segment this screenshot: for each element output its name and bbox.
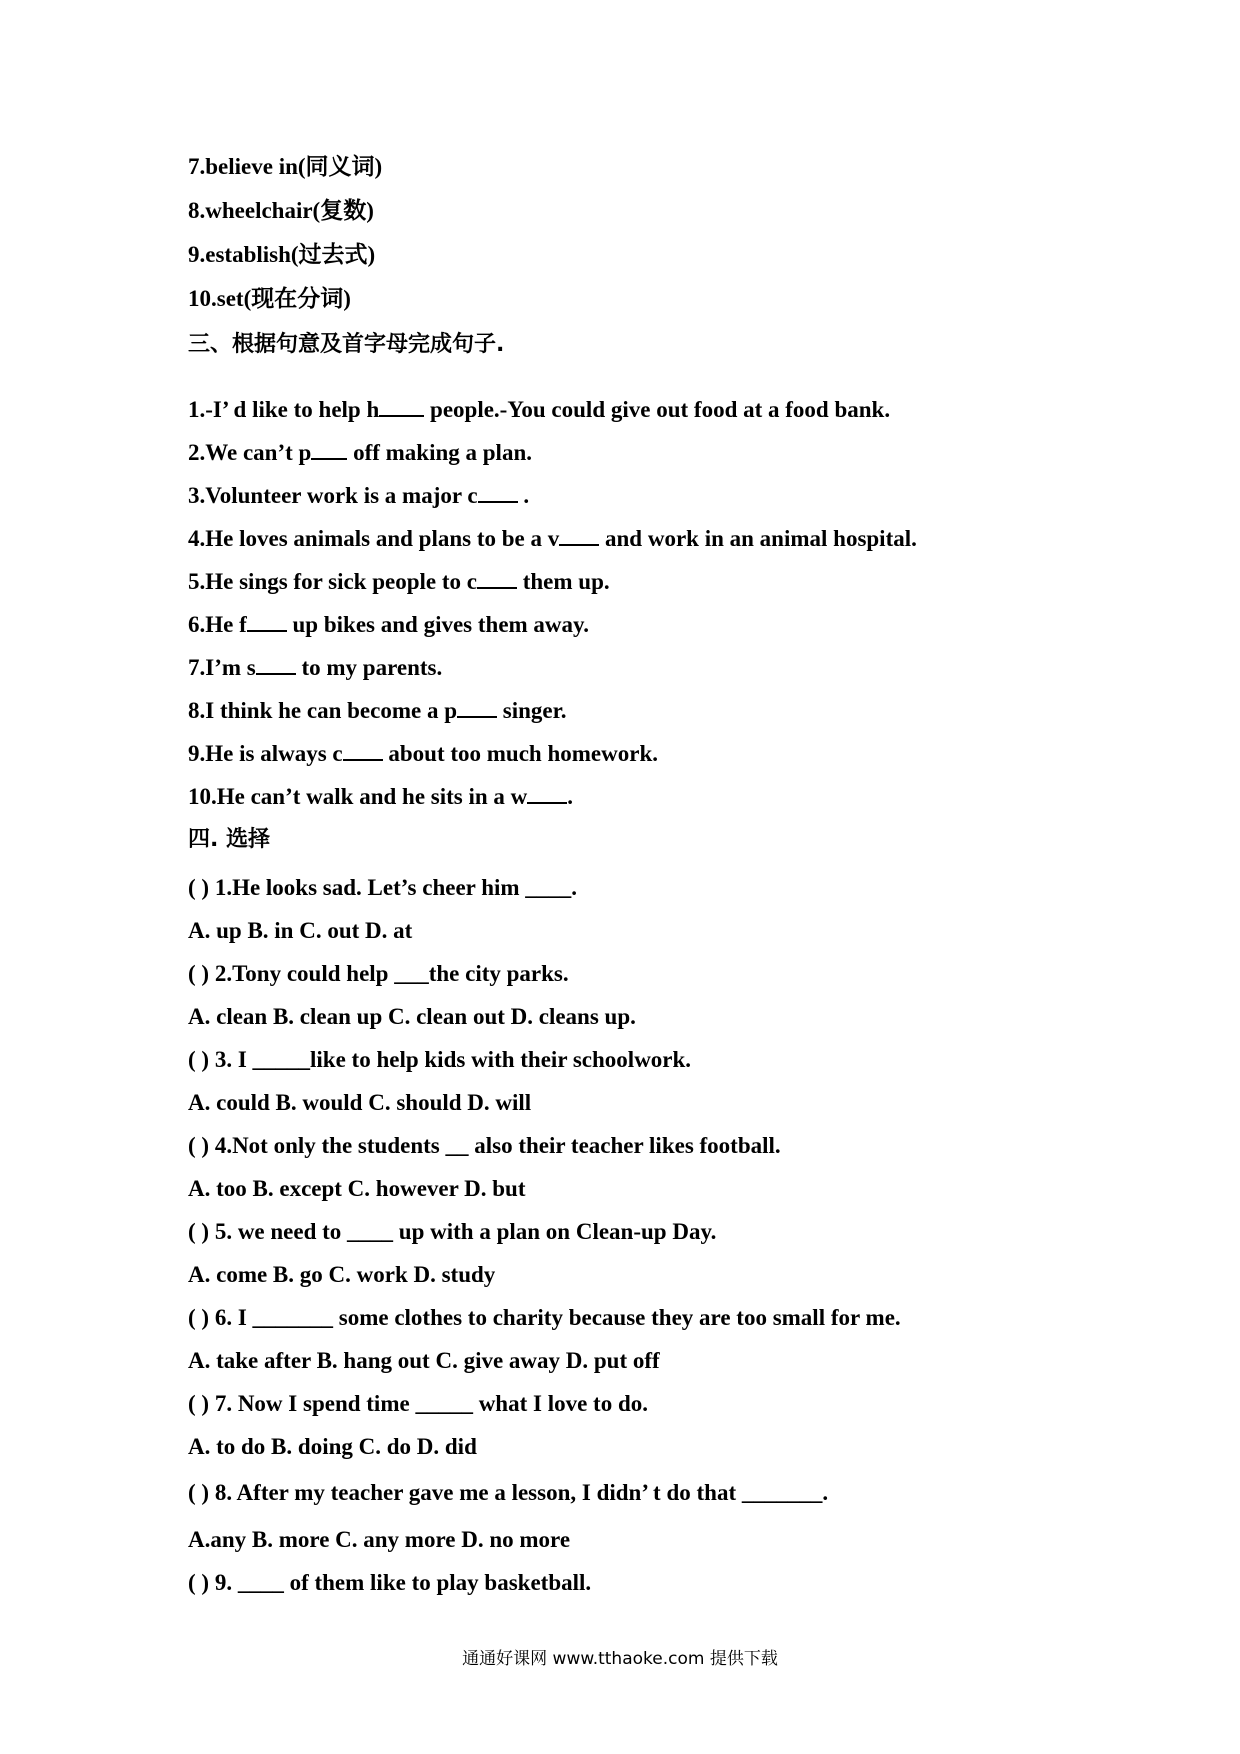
item-text-after: them up. [516, 569, 610, 594]
section3-item-8 [188, 696, 566, 726]
fill-blank [256, 653, 296, 675]
item-text-before: 8.I think he can become a p [188, 698, 457, 723]
section3-item-5 [188, 567, 610, 597]
section3-item-2 [188, 438, 532, 468]
section3-heading: 三、根据句意及首字母完成句子. [188, 332, 505, 357]
question-1: ( ) 1.He looks sad. Let’s cheer him ____. [188, 875, 578, 900]
fill-blank [247, 610, 287, 632]
item-text-after: . [517, 483, 530, 508]
item-text-after: about too much homework. [382, 741, 658, 766]
question-2-options: A. clean B. clean up C. clean out D. cleans up. [188, 1004, 636, 1029]
question-5-options: A. come B. go C. work D. study [188, 1262, 496, 1287]
section2-item-9: 9.establish(过去式) [188, 242, 376, 267]
section3-item-7 [188, 653, 442, 683]
page-footer: 通通好课网 www.tthaoke.com 提供下载 [462, 1649, 778, 1669]
item-text-after: singer. [497, 698, 567, 723]
fill-blank [478, 481, 518, 503]
question-6: ( ) 6. I _______ some clothes to charity because they are too small for me. [188, 1305, 901, 1330]
item-text-before: 5.He sings for sick people to c [188, 569, 477, 594]
item-text-before: 2.We can’t p [188, 440, 312, 465]
item-text-before: 4.He loves animals and plans to be a v [188, 526, 560, 551]
section3-item-3 [188, 481, 529, 511]
fill-blank [311, 438, 347, 460]
item-text-before: 10.He can’t walk and he sits in a w [188, 784, 528, 809]
item-text-before: 7.I’m s [188, 655, 256, 680]
section2-item-7: 7.believe in(同义词) [188, 154, 383, 179]
section3-item-4 [188, 524, 917, 554]
question-9: ( ) 9. ____ of them like to play basketball. [188, 1570, 592, 1595]
question-7: ( ) 7. Now I spend time _____ what I love to do. [188, 1391, 648, 1416]
item-text-before: 6.He f [188, 612, 247, 637]
section4-heading: 四. 选择 [188, 827, 271, 852]
question-4: ( ) 4.Not only the students __ also their teacher likes football. [188, 1133, 781, 1158]
question-4-options: A. too B. except C. however D. but [188, 1176, 526, 1201]
question-2: ( ) 2.Tony could help ___the city parks. [188, 961, 569, 986]
item-text-after: and work in an animal hospital. [599, 526, 917, 551]
item-text-after: people.-You could give out food at a food bank. [424, 397, 891, 422]
item-text-after: . [567, 784, 574, 809]
fill-blank [527, 782, 567, 804]
item-text-after: off making a plan. [347, 440, 532, 465]
item-text-before: 9.He is always c [188, 741, 343, 766]
question-7-options: A. to do B. doing C. do D. did [188, 1434, 477, 1459]
section3-item-9 [188, 739, 658, 769]
fill-blank [379, 395, 424, 417]
fill-blank [457, 696, 497, 718]
section3-item-10 [188, 782, 573, 812]
question-8-options: A.any B. more C. any more D. no more [188, 1527, 571, 1552]
item-text-before: 3.Volunteer work is a major c [188, 483, 478, 508]
section2-item-10: 10.set(现在分词) [188, 286, 351, 311]
fill-blank [477, 567, 517, 589]
question-3: ( ) 3. I _____like to help kids with their schoolwork. [188, 1047, 692, 1072]
section3-item-6 [188, 610, 589, 640]
question-8: ( ) 8. After my teacher gave me a lesson, I didn’ t do that _______. [188, 1480, 829, 1505]
item-text-after: up bikes and gives them away. [286, 612, 590, 637]
section2-item-8: 8.wheelchair(复数) [188, 198, 374, 223]
question-1-options: A. up B. in C. out D. at [188, 918, 413, 943]
section3-item-1 [188, 395, 890, 425]
item-text-before: 1.-I’ d like to help h [188, 397, 380, 422]
question-6-options: A. take after B. hang out C. give away D. put off [188, 1348, 660, 1373]
question-3-options: A. could B. would C. should D. will [188, 1090, 532, 1115]
fill-blank [559, 524, 599, 546]
item-text-after: to my parents. [295, 655, 443, 680]
fill-blank [343, 739, 383, 761]
question-5: ( ) 5. we need to ____ up with a plan on Clean-up Day. [188, 1219, 717, 1244]
